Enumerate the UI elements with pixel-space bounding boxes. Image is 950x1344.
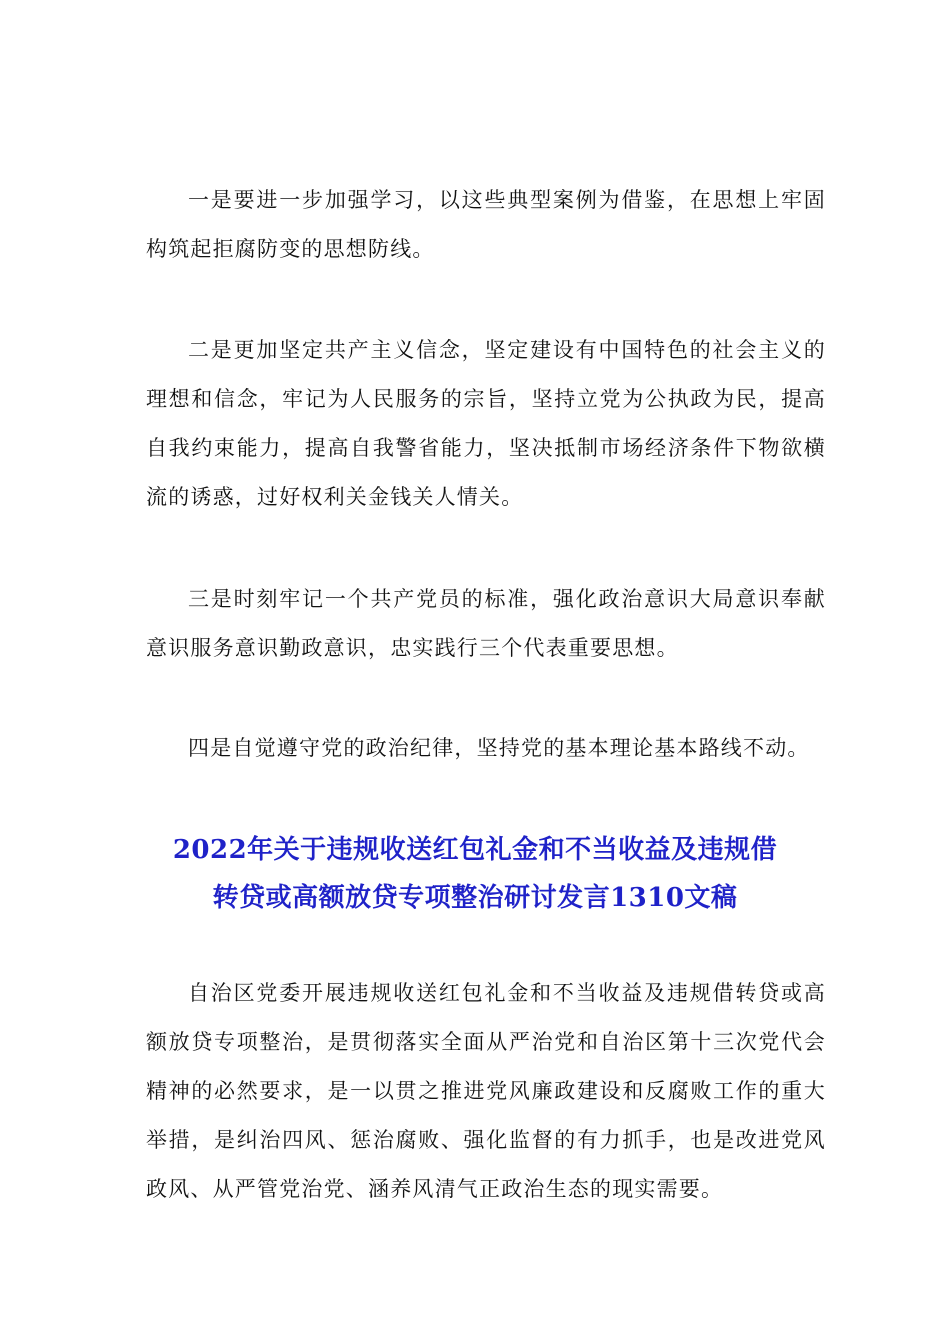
paragraph-4: 四是自觉遵守党的政治纪律，坚持党的基本理论基本路线不动。 [188, 736, 810, 760]
article-title-line-1: 2022年关于违规收送红包礼金和不当收益及违规借 [172, 835, 778, 865]
paragraph-1: 一是要进一步加强学习，以这些典型案例为借鉴，在思想上牢固构筑起拒腐防变的思想防线。 [146, 188, 826, 261]
article-title-line-2: 转贷或高额放贷专项整治研讨发言1310文稿 [212, 883, 738, 913]
paragraph-3: 三是时刻牢记一个共产党员的标准，强化政治意识大局意识奉献意识服务意识勤政意识，忠实践行三个代表重要思想。 [146, 587, 826, 660]
paragraph-2: 二是更加坚定共产主义信念，坚定建设有中国特色的社会主义的理想和信念，牢记为人民服务的宗旨，坚持立党为公执政为民，提高自我约束能力，提高自我警省能力，坚决抵制市场经济条件下物欲横流的诱惑，过好权利关金钱关人情关。 [146, 338, 826, 509]
paragraph-5: 自治区党委开展违规收送红包礼金和不当收益及违规借转贷或高额放贷专项整治，是贯彻落实全面从严治党和自治区第十三次党代会精神的必然要求，是一以贯之推进党风廉政建设和反腐败工作的重大举措，是纠治四风、惩治腐败、强化监督的有力抓手，也是改进党风政风、从严管党治党、涵养风清气正政治生态的现实需要。 [146, 981, 826, 1201]
article-title [100, 826, 850, 922]
